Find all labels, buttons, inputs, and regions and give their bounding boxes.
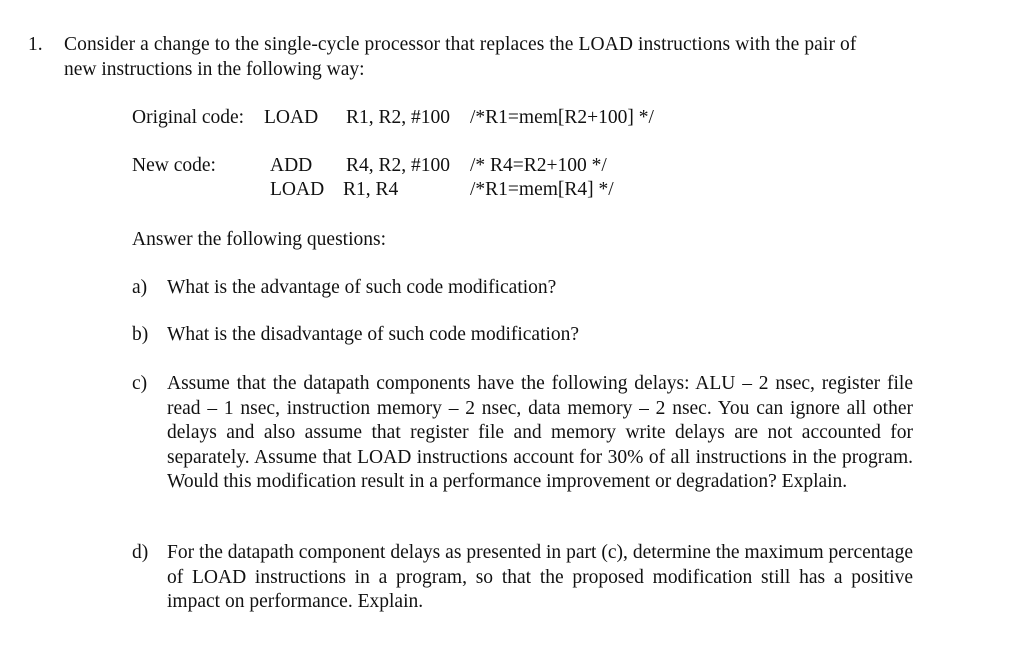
question-intro-line1: Consider a change to the single-cycle processor that replaces the LOAD instructions with the pair of: [64, 34, 857, 55]
answer-prompt: Answer the following questions:: [132, 229, 387, 250]
new-code-comment2: /*R1=mem[R4] */: [470, 179, 614, 200]
part-label: d): [132, 542, 149, 563]
part-label: b): [132, 324, 149, 345]
original-code-args: R1, R2, #100: [346, 107, 451, 128]
new-code-comment1: /* R4=R2+100 */: [470, 155, 607, 176]
original-code-op: LOAD: [264, 107, 319, 128]
question-number: 1.: [28, 34, 43, 55]
original-code-label: Original code:: [132, 107, 245, 128]
new-code-op2: LOAD: [270, 179, 325, 200]
question-intro-line2: new instructions in the following way:: [64, 59, 365, 80]
part-text: Assume that the datapath components have the following delays: ALU – 2 nsec, register file read – 1 nsec, instruction memory – 2 nsec, data memory – 2 nsec. You can ignore all other delays and also assume that register file and memory write delays are not accounted for separately. Assume that LOAD instructions account for 30% of all instructions in the program. Would this modification result in a performance improvement or degradation? Explain.: [167, 373, 913, 492]
part-label: c): [132, 373, 148, 394]
new-code-op1: ADD: [270, 155, 313, 176]
new-code-args1: R4, R2, #100: [346, 155, 451, 176]
part-label: a): [132, 277, 148, 298]
new-code-args2: R1, R4: [343, 179, 399, 200]
original-code-comment: /*R1=mem[R2+100] */: [470, 107, 654, 128]
part-text: What is the advantage of such code modification?: [167, 277, 557, 298]
part-text: What is the disadvantage of such code modification?: [167, 324, 580, 345]
new-code-label: New code:: [132, 155, 216, 176]
part-text: For the datapath component delays as presented in part (c), determine the maximum percentage of LOAD instructions in a program, so that the proposed modification still has a positive impact on performance. Explain.: [167, 542, 913, 612]
